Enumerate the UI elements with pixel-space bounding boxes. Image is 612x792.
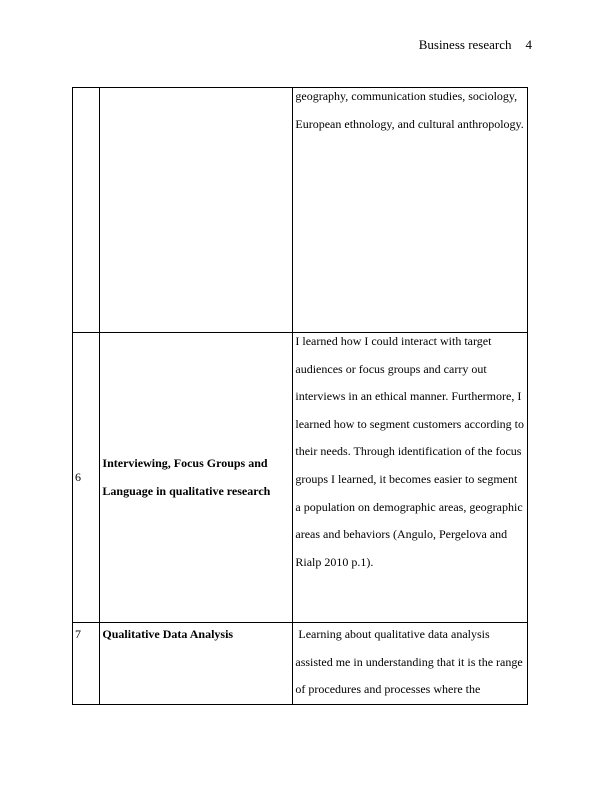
reflection-text: geography, communication studies, sociology, European ethnology, and cultural anthropology. bbox=[295, 89, 524, 131]
topic-cell bbox=[100, 623, 293, 705]
table-row bbox=[73, 623, 528, 705]
topic-title: Qualitative Data Analysis bbox=[102, 627, 234, 641]
topic-cell bbox=[100, 88, 293, 333]
running-title: Business research bbox=[418, 37, 512, 52]
reflection-cell bbox=[293, 88, 528, 333]
reflection-cell bbox=[293, 623, 528, 705]
running-header bbox=[419, 37, 532, 52]
row-number-cell bbox=[73, 88, 100, 333]
reflection-text: I learned how I could interact with target audiences or focus groups and carry out interviews in an ethical manner. Furthermore, I learned how to segment customers according to their needs. Through identification of the focus groups I learned, it becomes easier to segment a population on demographic areas, geographic areas and behaviors (Angulo, Pergelova and Rialp 2010 p.1). bbox=[295, 334, 524, 569]
reflection-cell bbox=[293, 333, 528, 623]
topic-cell bbox=[100, 333, 293, 623]
row-number: 6 bbox=[75, 469, 81, 484]
page-number: 4 bbox=[525, 37, 532, 52]
table-row bbox=[73, 88, 528, 333]
reflection-text: Learning about qualitative data analysis assisted me in understanding that it is the range of procedures and processes where the bbox=[295, 627, 526, 697]
row-number: 7 bbox=[75, 627, 81, 641]
topic-title: Interviewing, Focus Groups and Language in qualitative research bbox=[102, 455, 271, 498]
row-number-cell bbox=[73, 623, 100, 705]
reflection-table bbox=[72, 87, 528, 705]
table-row bbox=[73, 333, 528, 623]
row-number-cell bbox=[73, 333, 100, 623]
